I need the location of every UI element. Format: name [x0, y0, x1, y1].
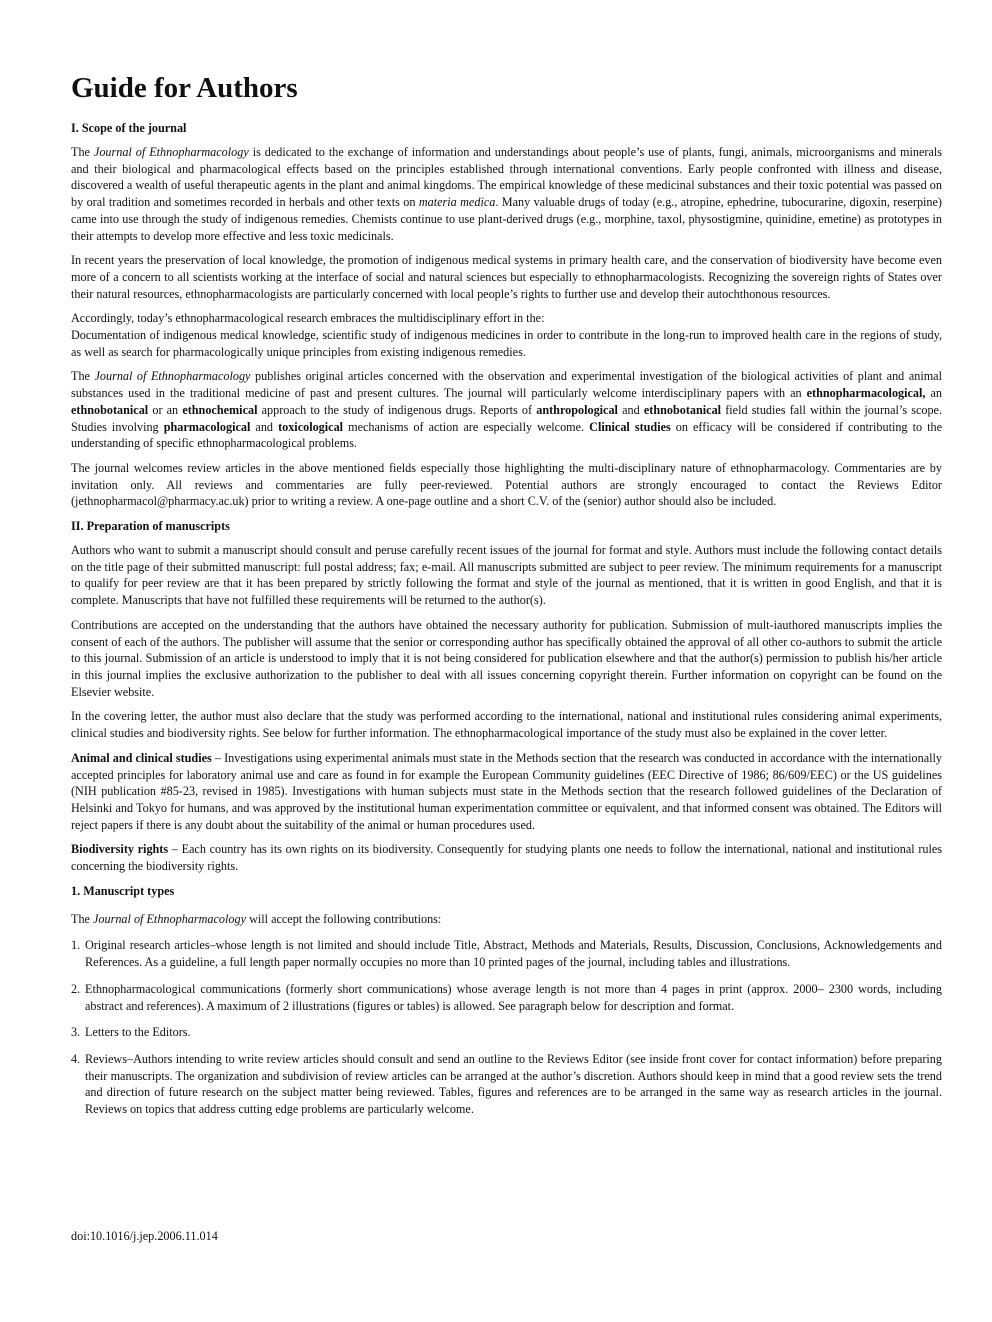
section-heading-scope: I. Scope of the journal — [71, 121, 187, 135]
paragraph: The Journal of Ethnopharmacology is dedicated to the exchange of information and understandings about people’s use of plants, fungi, animals, microorganisms and minerals and their biological and pharmacological effects based on the principles established through international conventions. Early people confronted with illness and disease, discovered a wealth of useful therapeutic agents in the plant and animal kingdoms. The empirical knowledge of these medicinal substances and their toxic potential was passed on by oral tradition and sometimes recorded in herbals and other texts on materia medica. Many valuable drugs of today (e.g., atropine, ephedrine, tubocurarine, digoxin, reserpine) came into use through the study of indigenous remedies. Chemists continue to use plant-derived drugs (e.g., morphine, taxol, physostigmine, quinidine, emetine) as prototypes in their attempts to develop more effective and less toxic medicinals. — [71, 145, 942, 243]
run-in-heading: Animal and clinical studies — [71, 750, 212, 765]
paragraph: Authors who want to submit a manuscript should consult and peruse carefully recent issues of the journal for format and style. Authors must include the following contact details on the title page of their submitted manuscript: full postal address; fax; e-mail. All manuscripts submitted are subject to peer review. The minimum requirements for a manuscript to qualify for peer review are that it has been prepared by strictly following the format and style of the journal as mentioned, that it is written in good English, and that it is complete. Manuscripts that have not fulfilled these requirements will be returned to the author(s). — [71, 543, 942, 608]
manuscript-types-list — [71, 937, 942, 1117]
guide-page — [71, 70, 942, 1128]
list-item: 2. Ethnopharmacological communications (formerly short communications) whose average length is not more than 4 pages in print (approx. 2000– 2300 words, including abstract and references). A maximum of 2 illustrations (figures or tables) is allowed. See paragraph below for description and format. — [71, 981, 942, 1013]
materia-medica: materia medica — [418, 195, 496, 210]
section-heading-preparation: II. Preparation of manuscripts — [71, 519, 230, 534]
journal-name: Journal of Ethnopharmacology — [94, 369, 251, 384]
paragraph: The Journal of Ethnopharmacology will accept the following contributions: — [71, 911, 442, 926]
list-item: 3. Letters to the Editors. — [71, 1025, 191, 1040]
paragraph: Biodiversity rights – Each country has its own rights on its biodiversity. Consequently for studying plants one needs to follow the international, national and institutional rules concerning the biodiversity rights. — [71, 842, 943, 874]
subsection-heading-manuscript-types: 1. Manuscript types — [71, 883, 175, 898]
paragraph: The journal welcomes review articles in the above mentioned fields especially those highlighting the multi-disciplinary nature of ethnopharmacology. Commentaries are by invitation only. All reviews and commentaries are fully peer-reviewed. Potential authors are strongly encouraged to contact the Reviews Editor (jethnopharmacol@pharmacy.ac.uk) prior to writing a review. A one-page outline and a short C.V. of the (senior) author should also be included. — [71, 460, 942, 509]
journal-name: Journal of Ethnopharmacology — [93, 911, 247, 926]
paragraph: The Journal of Ethnopharmacology publishes original articles concerned with the observation and experimental investigation of the biological activities of plant and animal substances used in the traditional medicine of past and present cultures. The journal will particularly welcome interdisciplinary papers with an ethnopharmacological, an ethnobotanical or an ethnochemical approach to the study of indigenous drugs. Reports of anthropological and ethnobotanical field studies fall within the journal’s scope. Studies involving pharmacological and toxicological mechanisms of action are especially welcome. Clinical studies on efficacy will be considered if contributing to the understanding of specific ethnopharmacological problems. — [71, 369, 943, 451]
doi-footer: doi:10.1016/j.jep.2006.11.014 — [71, 1229, 218, 1243]
list-item: 4. Reviews–Authors intending to write review articles should consult and send an outline to the Reviews Editor (see inside front cover for contact information) before preparing their manuscripts. The organization and subdivision of review articles can be arranged at the author’s discretion. Authors should keep in mind that a good review sets the trend and direction of future research on the subject matter being reviewed. Tables, figures and references are to be arranged in the same way as research articles in the journal. Reviews on topics that address cutting edge problems are particularly welcome. — [71, 1051, 942, 1117]
paragraph: In the covering letter, the author must also declare that the study was performed according to the international, national and institutional rules considering animal experiments, clinical studies and biodiversity rights. See below for further information. The ethnopharmacological importance of the study must also be explained in the cover letter. — [71, 709, 942, 741]
journal-name: Journal of Ethnopharmacology — [93, 145, 249, 159]
paragraph: Accordingly, today’s ethnopharmacological research embraces the multidisciplinary effort in the: Documentation of indigenous medical knowledge, scientific study of indigenous medicines in order to contribute in the long-run to improved health care in the regions of study, as well as search for pharmacologically unique principles from existing indigenous remedies. — [71, 311, 942, 359]
page-title: Guide for Authors — [71, 72, 298, 104]
list-item: 1. Original research articles–whose length is not limited and should include Title, Abstract, Methods and Materials, Results, Discussion, Conclusions, Acknowledgements and References. As a guideline, a full length paper normally occupies no more than 10 printed pages of the journal, including tables and illustrations. — [71, 938, 942, 970]
paragraph: Animal and clinical studies – Investigations using experimental animals must state in the Methods section that the research was conducted in accordance with the internationally accepted principles for laboratory animal use and care as found in for example the European Community guidelines (EEC Directive of 1986; 86/609/EEC) or the US guidelines (NIH publication #85-23, revised in 1985). Investigations with human subjects must state in the Methods section that the research followed guidelines of the Declaration of Helsinki and Tokyo for humans, and was approved by the institutional human experimentation committee or equivalent, and that informed consent was obtained. The Editors will reject papers if there is any doubt about the suitability of the animal or human procedures used. — [71, 750, 942, 832]
run-in-heading: Biodiversity rights — [71, 842, 169, 857]
paragraph: Contributions are accepted on the understanding that the authors have obtained the necessary authority for publication. Submission of mult-iauthored manuscripts implies the consent of each of the authors. The publisher will assume that the senior or corresponding author has specifically obtained the approval of all other co-authors to submit the article to this journal. Submission of an article is understood to imply that it is not being considered for publication elsewhere and that the author(s) permission to publish his/her article in this journal implies the exclusive authorization to the publisher to deal with all issues concerning copyright therein. Further information on copyright can be found on the Elsevier website. — [71, 617, 942, 699]
paragraph: In recent years the preservation of local knowledge, the promotion of indigenous medical systems in primary health care, and the conservation of biodiversity have become even more of a concern to all scientists working at the interface of social and natural sciences but especially to ethnopharmacologists. Recognizing the sovereign rights of States over their natural resources, ethnopharmacologists are particularly concerned with local people’s rights to further use and develop their autochthonous resources. — [71, 253, 942, 301]
